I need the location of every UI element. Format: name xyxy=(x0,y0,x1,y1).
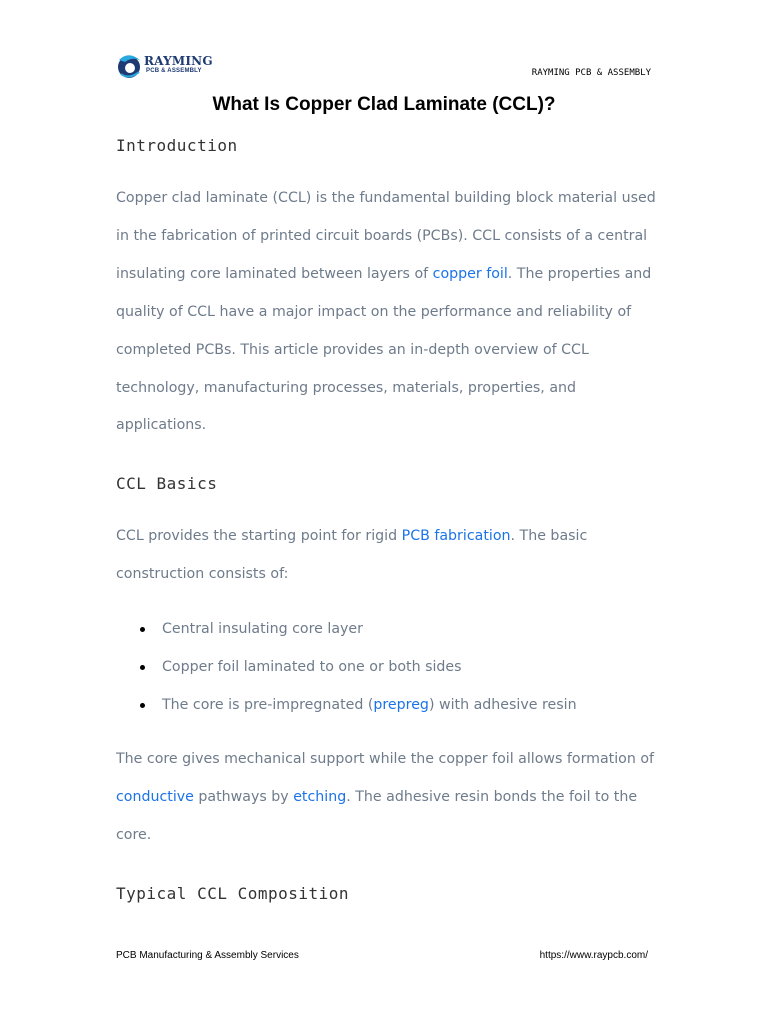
list-item-text: Central insulating core layer xyxy=(162,621,363,637)
logo-swirl-icon xyxy=(115,52,143,80)
list-item-text: Copper foil laminated to one or both sides xyxy=(162,659,462,675)
list-item xyxy=(116,686,577,724)
bullet-icon xyxy=(140,665,145,670)
core-text-2: pathways by xyxy=(193,788,294,805)
bullet-icon xyxy=(140,627,145,632)
basics-text-1: CCL provides the starting point for rigid xyxy=(116,528,402,544)
pcb-fabrication-link[interactable]: PCB fabrication xyxy=(401,528,511,544)
prepreg-link[interactable]: prepreg xyxy=(373,697,429,713)
core-text-3: . The adhesive resin bonds the foil to the core. xyxy=(116,788,638,843)
list-item xyxy=(116,648,577,686)
basics-paragraph xyxy=(116,518,656,594)
company-logo xyxy=(115,52,215,80)
core-text-1: The core gives mechanical support while the copper foil allows formation of xyxy=(116,751,655,767)
bullet-icon xyxy=(140,703,145,708)
footer-url-link[interactable]: https://www.raypcb.com/ xyxy=(539,950,648,961)
heading-typical-composition: Typical CCL Composition xyxy=(116,884,350,903)
basics-text-2: . The basic construction consists of: xyxy=(116,528,588,582)
heading-ccl-basics: CCL Basics xyxy=(116,474,218,493)
intro-paragraph xyxy=(116,180,656,445)
footer-services: PCB Manufacturing & Assembly Services xyxy=(116,950,299,961)
list-item-text: ) with adhesive resin xyxy=(428,697,577,713)
core-paragraph xyxy=(116,741,656,855)
list-item-text: The core is pre-impregnated ( xyxy=(162,697,374,713)
list-item xyxy=(116,610,577,648)
header-company-name: RAYMING PCB & ASSEMBLY xyxy=(531,68,651,78)
conductive-link[interactable]: conductive xyxy=(116,788,194,805)
intro-text-1: Copper clad laminate (CCL) is the fundamental building block material used in the fabrication of printed circuit boards (PCBs). CCL consists of a central insulating core laminated between layers of xyxy=(116,190,656,282)
heading-introduction: Introduction xyxy=(116,136,238,155)
etching-link[interactable]: etching xyxy=(293,788,347,805)
copper-foil-link[interactable]: copper foil xyxy=(432,265,508,282)
logo-name: RAYMING xyxy=(144,54,213,68)
logo-subtitle: PCB & ASSEMBLY xyxy=(146,68,202,74)
intro-text-2: . The properties and quality of CCL have a major impact on the performance and reliability of completed PCBs. This article provides an in-depth overview of CCL technology, manufacturing processes, materials, properties, and applications. xyxy=(116,265,652,434)
construction-list xyxy=(116,610,577,724)
page-title: What Is Copper Clad Laminate (CCL)? xyxy=(212,94,556,115)
